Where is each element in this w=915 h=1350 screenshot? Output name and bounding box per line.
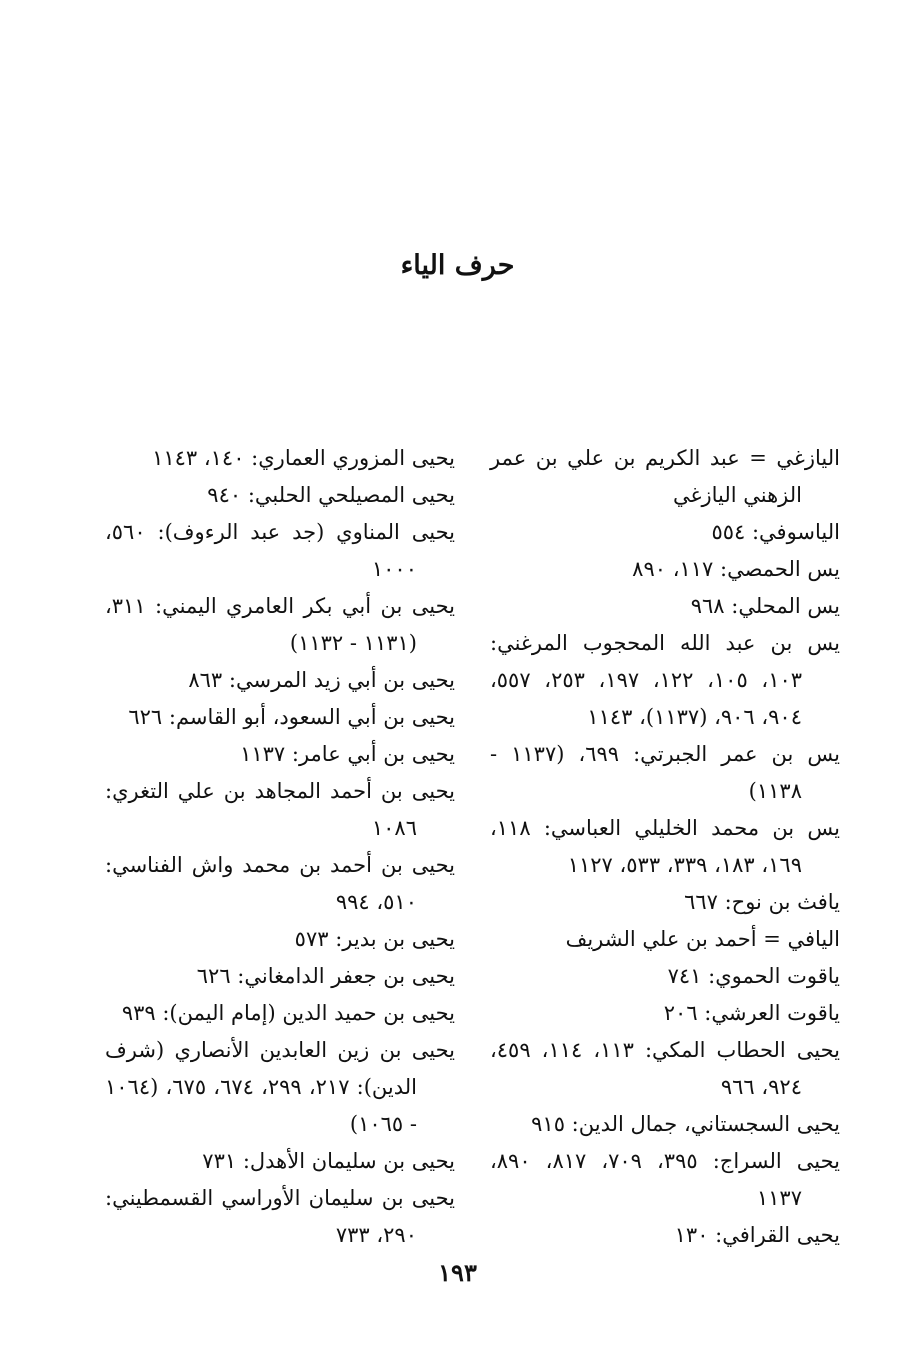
index-entry: يحيى بن أبي السعود، أبو القاسم: ٦٢٦	[128, 705, 455, 729]
index-column-left	[105, 440, 455, 1254]
index-entry: يافث بن نوح: ٦٦٧	[684, 890, 840, 914]
index-entry: يحيى بن أحمد بن محمد واش الفناسي: ٥١٠، ٩٩٤	[105, 853, 455, 914]
index-entry: يحيى السجستاني، جمال الدين: ٩١٥	[531, 1112, 840, 1136]
index-entry: يحيى بن أبي زيد المرسي: ٨٦٣	[188, 668, 455, 692]
index-entry: يس المحلي: ٩٦٨	[690, 594, 840, 618]
index-entry: يحيى المزوري العماري: ١٤٠، ١١٤٣	[152, 446, 455, 470]
index-entry: يحيى بن جعفر الدامغاني: ٦٢٦	[196, 964, 455, 988]
index-entry: يحيى المناوي (جد عبد الرءوف): ٥٦٠، ١٠٠٠	[105, 520, 455, 581]
index-entry: الياسوفي: ٥٥٤	[711, 520, 840, 544]
index-entry: يحيى القرافي: ١٣٠	[674, 1223, 840, 1247]
index-entry: يحيى بن بدير: ٥٧٣	[294, 927, 455, 951]
index-entry: اليافي = أحمد بن علي الشريف	[565, 927, 840, 951]
page-title: حرف الياء	[400, 250, 515, 281]
index-entry: يحيى بن حميد الدين (إمام اليمن): ٩٣٩	[121, 1001, 455, 1025]
index-entry: يحيى بن أبي بكر العامري اليمني: ٣١١، (١١٣١ - ١١٣٢)	[105, 594, 455, 655]
index-entry: ياقوت الحموي: ٧٤١	[667, 964, 840, 988]
index-entry: يحيى بن زين العابدين الأنصاري (شرف الدين): ٢١٧، ٢٩٩، ٦٧٤، ٦٧٥، (١٠٦٤ - ١٠٦٥)	[105, 1038, 455, 1136]
index-entry: يحيى المصيلحي الحلبي: ٩٤٠	[207, 483, 455, 507]
page-number: ١٩٣	[438, 1258, 477, 1287]
index-entry: اليازغي = عبد الكريم بن علي بن عمر الزهني اليازغي	[490, 446, 840, 507]
index-entry: يس بن عمر الجبرتي: ٦٩٩، (١١٣٧ - ١١٣٨)	[490, 742, 841, 803]
index-column-right	[490, 440, 840, 1254]
index-entry: يس الحمصي: ١١٧، ٨٩٠	[632, 557, 840, 581]
index-entry: يحيى الحطاب المكي: ١١٣، ١١٤، ٤٥٩، ٩٢٤، ٩٦٦	[490, 1038, 841, 1099]
index-entry: يحيى بن أحمد المجاهد بن علي التغري: ١٠٨٦	[105, 779, 455, 840]
index-entry: يحيى بن سليمان الأهدل: ٧٣١	[202, 1149, 455, 1173]
index-entry: يحيى بن سليمان الأوراسي القسمطيني: ٢٩٠، ٧٣٣	[105, 1186, 455, 1247]
index-entry: يحيى بن أبي عامر: ١١٣٧	[240, 742, 455, 766]
index-entry: يس بن عبد الله المحجوب المرغني: ١٠٣، ١٠٥، ١٢٢، ١٩٧، ٢٥٣، ٥٥٧، ٩٠٤، ٩٠٦، (١١٣٧)، ١١٤٣	[490, 631, 840, 729]
index-entry: يس بن محمد الخليلي العباسي: ١١٨، ١٦٩، ١٨٣، ٣٣٩، ٥٣٣، ١١٢٧	[490, 816, 840, 877]
index-entry: ياقوت العرشي: ٢٠٦	[663, 1001, 840, 1025]
index-entry: يحيى السراج: ٣٩٥، ٧٠٩، ٨١٧، ٨٩٠، ١١٣٧	[490, 1149, 840, 1210]
